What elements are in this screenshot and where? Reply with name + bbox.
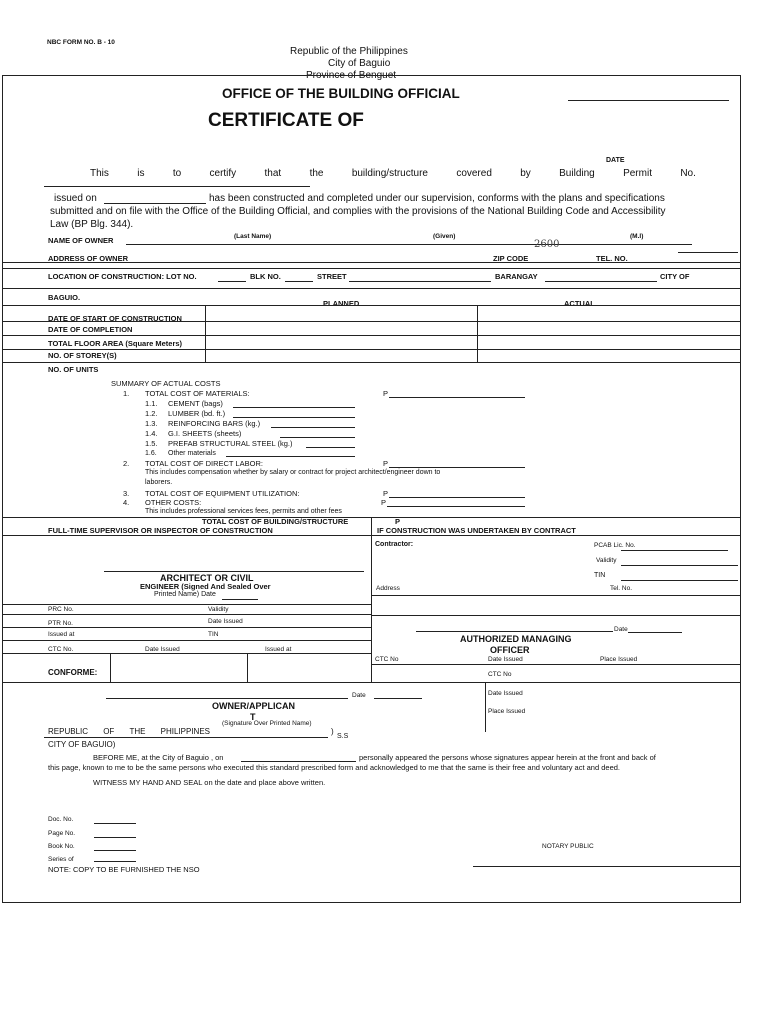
- row-divider: [3, 640, 371, 641]
- tin-label: TIN: [208, 631, 219, 638]
- amo-date-issued-label: Date Issued: [488, 656, 523, 663]
- tel-no-label: TEL. NO.: [596, 254, 628, 263]
- street-label: STREET: [317, 272, 347, 281]
- rebar-line: [271, 427, 355, 428]
- material-num: 1.3.: [145, 419, 158, 428]
- doc-no-line: [94, 823, 136, 824]
- certify-line-1: [90, 168, 696, 179]
- amo-signature-line: [416, 631, 613, 632]
- office-heading: OFFICE OF THE BUILDING OFFICIAL: [222, 86, 460, 101]
- equipment-cost-label: TOTAL COST OF EQUIPMENT UTILIZATION:: [145, 489, 300, 498]
- peso-sign: P: [383, 459, 389, 468]
- name-of-owner-label: NAME OF OWNER: [48, 236, 114, 245]
- notary-republic: [48, 727, 210, 736]
- gi-sheets-line: [280, 437, 355, 438]
- certify-word: No.: [680, 168, 696, 179]
- peso-sign: P: [383, 489, 389, 498]
- republic-heading: Republic of the Philippines: [290, 46, 408, 57]
- row-divider: [3, 288, 740, 289]
- certify-word: is: [137, 168, 145, 179]
- col-divider: [205, 305, 206, 362]
- ctc-no-label: CTC No.: [48, 646, 74, 653]
- republic-word: THE: [129, 727, 146, 736]
- contract-heading: IF CONSTRUCTION WAS UNDERTAKEN BY CONTRACT: [377, 526, 576, 535]
- notary-ss: S.S: [337, 733, 349, 740]
- owner-caption-sub: (Signature Over Printed Name): [222, 720, 312, 727]
- peso-sign: P: [381, 498, 387, 507]
- summary-title: SUMMARY OF ACTUAL COSTS: [111, 379, 221, 388]
- series-of-line: [94, 861, 136, 862]
- row-divider: [3, 268, 740, 269]
- republic-word: REPUBLIC: [48, 727, 89, 736]
- certify-line-4: Law (BP Blg. 344).: [50, 219, 134, 230]
- barangay-label: BARANGAY: [495, 272, 538, 281]
- page-no-label: Page No.: [48, 830, 76, 837]
- lumber-line: [233, 417, 355, 418]
- certify-word: the: [309, 168, 324, 179]
- certify-word: to: [172, 168, 182, 179]
- center-divider: [371, 517, 372, 682]
- last-name-caption: (Last Name): [234, 233, 272, 240]
- conforme-date-label: Date: [352, 692, 366, 699]
- contract-validity-line: [621, 565, 738, 566]
- book-no-label: Book No.: [48, 843, 75, 850]
- middle-initial-caption: (M.I): [630, 233, 644, 240]
- pcab-label: PCAB Lic. No.: [594, 542, 636, 549]
- cement-line: [233, 407, 355, 408]
- material-num: 1.4.: [145, 429, 158, 438]
- materials-cost-label: TOTAL COST OF MATERIALS:: [145, 389, 250, 398]
- amo-place-issued-label: Place Issued: [600, 656, 638, 663]
- notary-public-label: NOTARY PUBLIC: [542, 843, 594, 850]
- architect-signature-line: [104, 571, 364, 572]
- certify-word: This: [90, 168, 109, 179]
- cost-item-number: 1.: [123, 389, 130, 398]
- material-num: 1.2.: [145, 409, 158, 418]
- date-label: DATE: [606, 157, 625, 164]
- row-divider: [3, 627, 371, 628]
- cement-label: CEMENT (bags): [168, 399, 223, 408]
- ptr-no-label: PTR No.: [48, 620, 73, 627]
- materials-amount-line: [389, 397, 525, 398]
- storeys-label: NO. OF STOREY(S): [48, 351, 117, 360]
- prefab-steel-label: PREFAB STRUCTURAL STEEL (kg.): [168, 439, 293, 448]
- contract-tin-line: [621, 580, 738, 581]
- col-divider: [485, 682, 486, 732]
- other-materials-label: Other materials: [168, 450, 216, 457]
- row-divider: [3, 614, 371, 615]
- total-peso-sign: P: [395, 517, 401, 526]
- contract-address-label: Address: [376, 585, 400, 592]
- notary-city: CITY OF BAGUIO): [48, 740, 116, 749]
- owner-caption-1: OWNER/APPLICAN: [212, 701, 295, 711]
- city-heading: City of Baguio: [328, 58, 391, 69]
- location-label: LOCATION OF CONSTRUCTION: LOT NO.: [48, 272, 197, 281]
- second-place-issued-label: Place Issued: [488, 708, 526, 715]
- labor-amount-line: [389, 467, 525, 468]
- issued-on-line: [104, 203, 206, 204]
- row-divider: [3, 604, 371, 605]
- certify-word: Building: [559, 168, 595, 179]
- amo-date-label: Date: [614, 626, 628, 633]
- total-cost-label: TOTAL COST OF BUILDING/STRUCTURE: [202, 517, 349, 526]
- actual-header: ACTUAL: [564, 299, 595, 308]
- address-of-owner-label: ADDRESS OF OWNER: [48, 254, 129, 263]
- ctc-date-issued-label: Date Issued: [145, 646, 180, 653]
- contract-tel-label: Tel. No.: [610, 585, 633, 592]
- supervisor-heading: FULL-TIME SUPERVISOR OR INSPECTOR OF CONSTRUCTION: [48, 526, 273, 535]
- rebar-label: REINFORCING BARS (kg.): [168, 419, 261, 428]
- row-divider: [3, 362, 740, 363]
- notary-line-2: this page, known to me to be the same persons who executed this standard prescribed form and acknowledged to me that the same is their free and voluntary act and deed.: [48, 763, 620, 772]
- second-ctc-label: CTC No: [488, 671, 512, 678]
- amo-caption-2: OFFICER: [490, 645, 530, 655]
- page-no-line: [94, 837, 136, 838]
- ctc-issued-at-label: Issued at: [265, 646, 292, 653]
- other-costs-amount-line: [387, 506, 525, 507]
- baguio-label: BAGUIO.: [48, 293, 81, 302]
- gi-sheets-label: G.I. SHEETS (sheets): [168, 429, 242, 438]
- amo-ctc-label: CTC No: [375, 656, 399, 663]
- floor-area-label: TOTAL FLOOR AREA (Square Meters): [48, 339, 183, 348]
- row-divider: [3, 305, 740, 306]
- material-num: 1.1.: [145, 399, 158, 408]
- cost-item-number: 3.: [123, 489, 130, 498]
- architect-caption-1: ARCHITECT OR CIVIL: [160, 573, 254, 583]
- row-divider: [3, 335, 740, 336]
- date-line: [568, 100, 729, 101]
- book-no-line: [94, 850, 136, 851]
- architect-caption-2: ENGINEER (Signed And Sealed Over: [140, 582, 271, 591]
- notary-paren: ): [331, 727, 334, 736]
- handwritten-entry: 2600: [534, 239, 560, 250]
- zip-code-label: ZIP CODE: [493, 254, 529, 263]
- notary-signature-line: [473, 866, 740, 867]
- contract-tin-label: TIN: [594, 572, 606, 579]
- material-num: 1.6.: [145, 450, 157, 457]
- planned-header: PLANNED: [323, 299, 360, 308]
- architect-caption-3: Printed Name) Date: [154, 591, 216, 598]
- notary-header-line: [44, 737, 328, 738]
- amo-date-line: [628, 632, 682, 633]
- before-me-text: BEFORE ME, at the City of Baguio , on: [93, 753, 224, 762]
- certify-word: Permit: [623, 168, 652, 179]
- row-divider: [3, 262, 740, 263]
- contract-validity-label: Validity: [596, 557, 617, 564]
- date-completion-label: DATE OF COMPLETION: [48, 325, 133, 334]
- labor-note-2: laborers.: [145, 479, 173, 486]
- col-divider: [247, 653, 248, 682]
- ptr-date-issued-label: Date Issued: [208, 618, 243, 625]
- barangay-line: [545, 281, 657, 282]
- conforme-label: CONFORME:: [48, 668, 98, 677]
- material-num: 1.5.: [145, 439, 158, 448]
- owner-signature-line: [106, 698, 348, 699]
- street-line: [349, 281, 491, 282]
- row-divider: [371, 595, 740, 596]
- certify-word: that: [264, 168, 282, 179]
- cost-item-number: 2.: [123, 459, 130, 468]
- certificate-title: CERTIFICATE OF: [208, 110, 364, 131]
- certify-word: by: [520, 168, 531, 179]
- certify-word: covered: [456, 168, 492, 179]
- peso-sign: P: [383, 389, 389, 398]
- doc-no-label: Doc. No.: [48, 816, 74, 823]
- validity-label: Validity: [208, 606, 229, 613]
- given-name-caption: (Given): [433, 233, 456, 240]
- lumber-label: LUMBER (bd. ft.): [168, 409, 226, 418]
- witness-text: WITNESS MY HAND AND SEAL on the date and place above written.: [93, 778, 326, 787]
- architect-date-line: [222, 599, 258, 600]
- certify-word: certify: [209, 168, 237, 179]
- blk-line: [285, 281, 313, 282]
- labor-note: This includes compensation whether by salary or contract for project architect/engineer down to: [145, 469, 441, 476]
- issued-at-label: Issued at: [48, 631, 75, 638]
- certify-line-3: submitted and on file with the Office of the Building Official, and complies with the provisions of the National Building Code and Accessibility: [50, 206, 666, 217]
- city-of-label: CITY OF: [660, 272, 690, 281]
- equipment-amount-line: [389, 497, 525, 498]
- contractor-label: Contractor:: [375, 541, 414, 548]
- permit-number-line: [44, 186, 310, 187]
- other-materials-line: [226, 456, 355, 457]
- row-divider: [371, 664, 740, 665]
- date-start-label: DATE OF START OF CONSTRUCTION: [48, 314, 182, 323]
- other-costs-label: OTHER COSTS:: [145, 498, 202, 507]
- notary-date-line: [241, 761, 356, 762]
- series-of-label: Series of: [48, 856, 74, 863]
- blk-no-label: BLK NO.: [250, 272, 281, 281]
- certify-word: building/structure: [351, 168, 428, 179]
- amo-caption-1: AUTHORIZED MANAGING: [460, 634, 572, 644]
- appeared-text: personally appeared the persons whose signatures appear herein at the front and back of: [359, 753, 656, 762]
- certify-line-2: has been constructed and completed under our supervision, conforms with the plans and specifications: [209, 193, 665, 204]
- owner-name-line: [126, 244, 692, 245]
- units-label: NO. OF UNITS: [48, 365, 99, 374]
- col-divider: [477, 305, 478, 362]
- lot-line: [218, 281, 246, 282]
- nso-note: NOTE: COPY TO BE FURNISHED THE NSO: [48, 865, 200, 874]
- row-divider: [3, 682, 740, 683]
- prc-no-label: PRC No.: [48, 606, 74, 613]
- row-divider: [3, 535, 740, 536]
- row-divider: [3, 349, 740, 350]
- issued-on-label: issued on: [54, 193, 97, 204]
- labor-cost-label: TOTAL COST OF DIRECT LABOR:: [145, 459, 263, 468]
- pcab-line: [621, 550, 728, 551]
- owner-extra-line: [678, 252, 738, 253]
- republic-word: OF: [103, 727, 115, 736]
- province-heading: Province of Benguet: [306, 70, 397, 81]
- prefab-steel-line: [306, 447, 355, 448]
- row-divider: [3, 653, 371, 654]
- republic-word: PHILIPPINES: [160, 727, 210, 736]
- row-divider: [371, 615, 740, 616]
- second-date-issued-label: Date Issued: [488, 690, 523, 697]
- owner-caption-2: T: [250, 712, 256, 722]
- col-divider: [110, 653, 111, 682]
- form-number: NBC FORM NO. B - 10: [47, 39, 115, 46]
- cost-item-number: 4.: [123, 498, 130, 507]
- conforme-date-line: [374, 698, 422, 699]
- other-costs-note: This includes professional services fees, permits and other fees: [145, 508, 342, 515]
